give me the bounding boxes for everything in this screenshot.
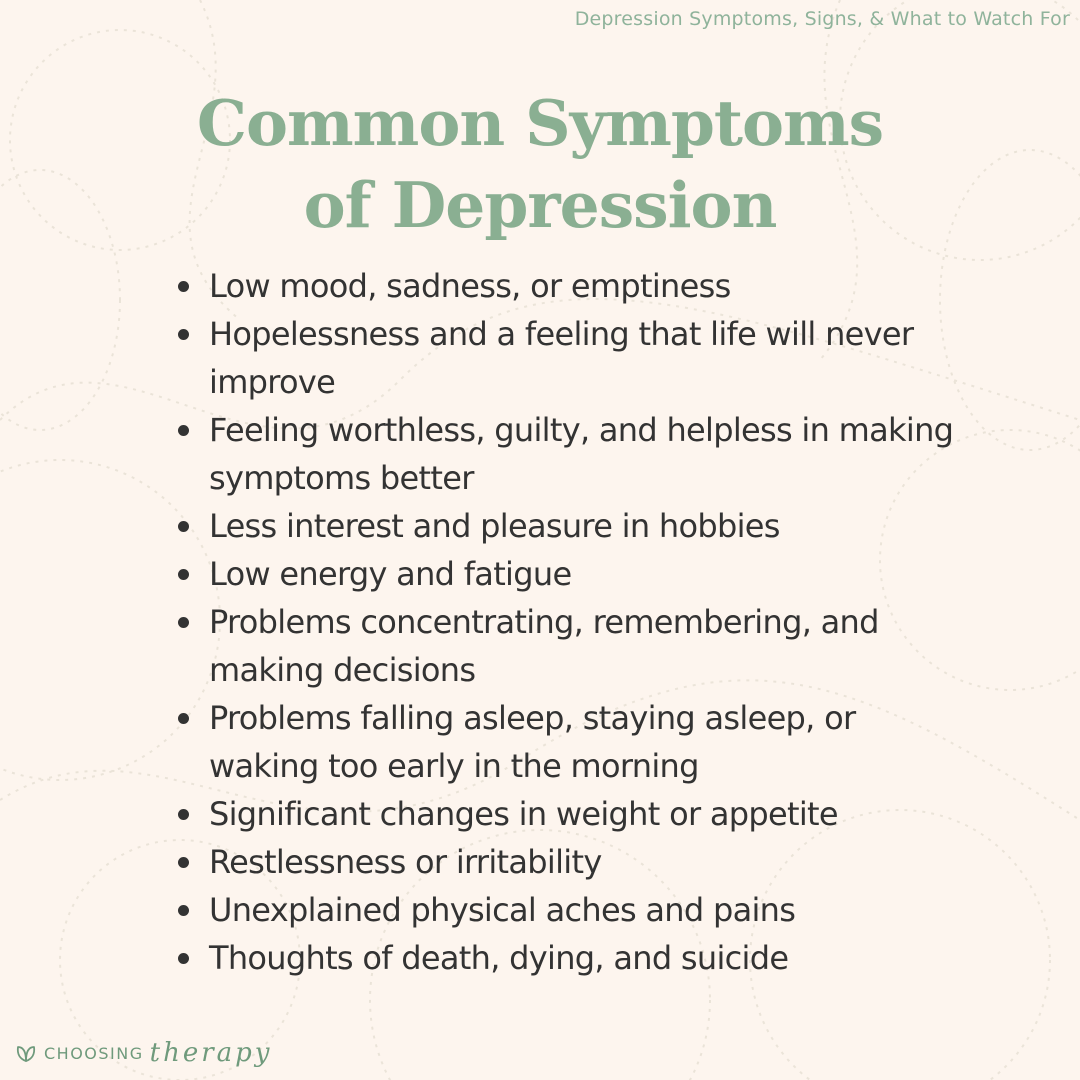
- list-item-text: Low mood, sadness, or emptiness: [209, 267, 731, 305]
- title-line-1: Common Symptoms: [196, 86, 884, 160]
- bullet-icon: [178, 953, 189, 964]
- bullet-icon: [178, 281, 189, 292]
- list-item: [176, 502, 966, 550]
- bullet-icon: [178, 569, 189, 580]
- page-title: [0, 82, 1080, 246]
- bullet-icon: [178, 857, 189, 868]
- list-item: [176, 790, 966, 838]
- list-item: [176, 310, 966, 406]
- list-item: [176, 694, 966, 790]
- bullet-icon: [178, 905, 189, 916]
- list-item: [176, 886, 966, 934]
- list-item-text: Thoughts of death, dying, and suicide: [209, 939, 789, 977]
- symptom-list: [176, 262, 966, 982]
- list-item-text: Less interest and pleasure in hobbies: [209, 507, 780, 545]
- brand-word-therapy: therapy: [149, 1038, 273, 1068]
- list-item-text: Hopelessness and a feeling that life will never improve: [209, 315, 914, 401]
- list-item-text: Significant changes in weight or appetite: [209, 795, 838, 833]
- list-item: [176, 838, 966, 886]
- bullet-icon: [178, 521, 189, 532]
- bullet-icon: [178, 329, 189, 340]
- brand-word-choosing: CHOOSING: [44, 1043, 144, 1063]
- list-item-text: Feeling worthless, guilty, and helpless in making symptoms better: [209, 411, 954, 497]
- title-line-2: of Depression: [303, 168, 777, 242]
- list-item-text: Problems falling asleep, staying asleep, or waking too early in the morning: [209, 699, 856, 785]
- list-item-text: Low energy and fatigue: [209, 555, 572, 593]
- list-item: [176, 550, 966, 598]
- list-item: [176, 598, 966, 694]
- list-item: [176, 406, 966, 502]
- bullet-icon: [178, 425, 189, 436]
- brand-logo: [14, 1036, 272, 1070]
- bullet-icon: [178, 713, 189, 724]
- list-item-text: Restlessness or irritability: [209, 843, 602, 881]
- leaf-icon: [14, 1041, 38, 1065]
- list-item-text: Problems concentrating, remembering, and making decisions: [209, 603, 879, 689]
- list-item: [176, 934, 966, 982]
- list-item: [176, 262, 966, 310]
- bullet-icon: [178, 617, 189, 628]
- list-item-text: Unexplained physical aches and pains: [209, 891, 796, 929]
- page-header: Depression Symptoms, Signs, & What to Watch For: [574, 8, 1070, 30]
- bullet-icon: [178, 809, 189, 820]
